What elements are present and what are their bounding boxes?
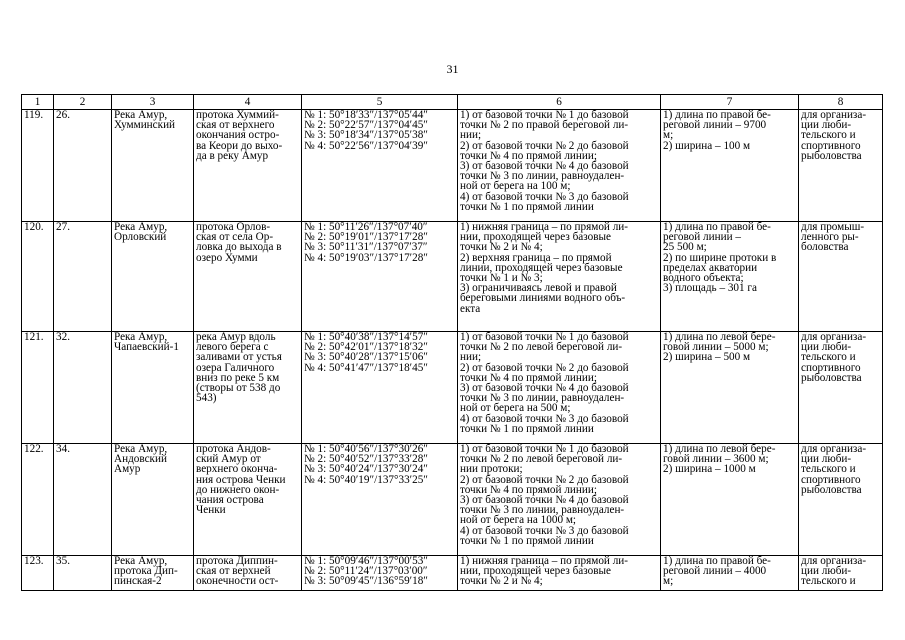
site-dimensions: 1) длина по левой бере- говой линии – 5000 м; 2) ширина – 500 м	[661, 332, 799, 444]
site-boundaries: 1) от базовой точки № 1 до базовой точки № 2 по левой береговой ли- нии протоки; 2) от базовой точки № 2 до базовой точки № 4 по прямой линии; 3) от базовой точки № 4 до базовой точки № 3 по линии, равноудален- ной от берега на 1000 м; 4) от базовой точки № 3 до базовой точки № 1 по прямой линии	[458, 444, 661, 556]
site-boundaries: 1) нижняя граница – по прямой ли- нии, проходящей через базовые точки № 2 и № 4;	[458, 556, 661, 591]
table-row	[22, 332, 883, 444]
site-coordinates: № 1: 50°11′26″/137°07′40″ № 2: 50°19′01″/137°17′28″ № 3: 50°11′31″/137°07′37″ № 4: 50°19′03″/137°17′28″	[302, 222, 458, 332]
site-number: 27.	[54, 222, 112, 332]
site-dimensions: 1) длина по правой бе- реговой линии – 25 500 м; 2) по ширине протоки в пределах акватории водного объекта; 3) площадь – 301 га	[661, 222, 799, 332]
row-number: 122.	[22, 444, 54, 556]
site-name: Река Амур, Чапаевский-1	[112, 332, 194, 444]
site-name: Река Амур, Андовский Амур	[112, 444, 194, 556]
site-name: Река Амур, Орловский	[112, 222, 194, 332]
site-dimensions: 1) длина по правой бе- реговой линии – 4000 м;	[661, 556, 799, 591]
regulation-table	[21, 94, 883, 591]
header-cell: 8	[799, 95, 883, 110]
site-number: 35.	[54, 556, 112, 591]
site-name: Река Амур, протока Дип- пинская-2	[112, 556, 194, 591]
site-location: протока Диппин- ская от верхней оконечности ост-	[194, 556, 302, 591]
row-number: 119.	[22, 110, 54, 222]
site-boundaries: 1) от базовой точки № 1 до базовой точки № 2 по правой береговой ли- нии; 2) от базовой точки № 2 до базовой точки № 4 по прямой линии; 3) от базовой точки № 4 до базовой точки № 3 по линии, равноудален- ной от берега на 100 м; 4) от базовой точки № 3 до базовой точки № 1 по прямой линии	[458, 110, 661, 222]
row-number: 123.	[22, 556, 54, 591]
table-row	[22, 444, 883, 556]
site-location: протока Андов- ский Амур от верхнего оконча- ния острова Ченки до нижнего окон- чания острова Ченки	[194, 444, 302, 556]
site-number: 26.	[54, 110, 112, 222]
header-cell: 1	[22, 95, 54, 110]
header-cell: 6	[458, 95, 661, 110]
site-purpose: для промыш- ленного ры- боловства	[799, 222, 883, 332]
header-cell: 7	[661, 95, 799, 110]
header-cell: 5	[302, 95, 458, 110]
site-location: река Амур вдоль левого берега с заливами от устья озера Галичного вниз по реке 5 км (створы от 538 до 543)	[194, 332, 302, 444]
site-dimensions: 1) длина по левой бере- говой линии – 3600 м; 2) ширина – 1000 м	[661, 444, 799, 556]
table-header-row	[22, 95, 883, 110]
table-row	[22, 556, 883, 591]
site-coordinates: № 1: 50°09′46″/137°00′53″ № 2: 50°11′24″/137°03′00″ № 3: 50°09′45″/136°59′18″	[302, 556, 458, 591]
row-number: 120.	[22, 222, 54, 332]
header-cell: 4	[194, 95, 302, 110]
site-number: 34.	[54, 444, 112, 556]
header-cell: 2	[54, 95, 112, 110]
row-number: 121.	[22, 332, 54, 444]
header-cell: 3	[112, 95, 194, 110]
site-name: Река Амур, Хумминский	[112, 110, 194, 222]
site-purpose: для организа- ции люби- тельского и спортивного рыболовства	[799, 110, 883, 222]
site-dimensions: 1) длина по правой бе- реговой линии – 9700 м; 2) ширина – 100 м	[661, 110, 799, 222]
site-purpose: для организа- ции люби- тельского и спортивного рыболовства	[799, 332, 883, 444]
site-purpose: для организа- ции люби- тельского и	[799, 556, 883, 591]
site-location: протока Орлов- ская от села Ор- ловка до выхода в озеро Хумми	[194, 222, 302, 332]
page-number: 31	[446, 62, 459, 76]
site-coordinates: № 1: 50°40′38″/137°14′57″ № 2: 50°42′01″/137°18′32″ № 3: 50°40′28″/137°15′06″ № 4: 50°41′47″/137°18′45″	[302, 332, 458, 444]
site-purpose: для организа- ции люби- тельского и спортивного рыболовства	[799, 444, 883, 556]
site-location: протока Хуммий- ская от верхнего окончания остро- ва Кеори до выхо- да в реку Амур	[194, 110, 302, 222]
site-number: 32.	[54, 332, 112, 444]
table-row	[22, 222, 883, 332]
site-boundaries: 1) нижняя граница – по прямой ли- нии, проходящей через базовые точки № 2 и № 4; 2) верхняя граница – по прямой линии, проходящей через базовые точки № 1 и № 3; 3) ограничиваясь левой и правой береговыми линиями водного объ- екта	[458, 222, 661, 332]
site-coordinates: № 1: 50°18′33″/137°05′44″ № 2: 50°22′57″/137°04′45″ № 3: 50°18′34″/137°05′38″ № 4: 50°22′56″/137°04′39″	[302, 110, 458, 222]
table-row	[22, 110, 883, 222]
site-coordinates: № 1: 50°40′56″/137°30′26″ № 2: 50°40′52″/137°33′28″ № 3: 50°40′24″/137°30′24″ № 4: 50°40′19″/137°33′25″	[302, 444, 458, 556]
site-boundaries: 1) от базовой точки № 1 до базовой точки № 2 по левой береговой ли- нии; 2) от базовой точки № 2 до базовой точки № 4 по прямой линии; 3) от базовой точки № 4 до базовой точки № 3 по линии, равноудален- ной от берега на 500 м; 4) от базовой точки № 3 до базовой точки № 1 по прямой линии	[458, 332, 661, 444]
